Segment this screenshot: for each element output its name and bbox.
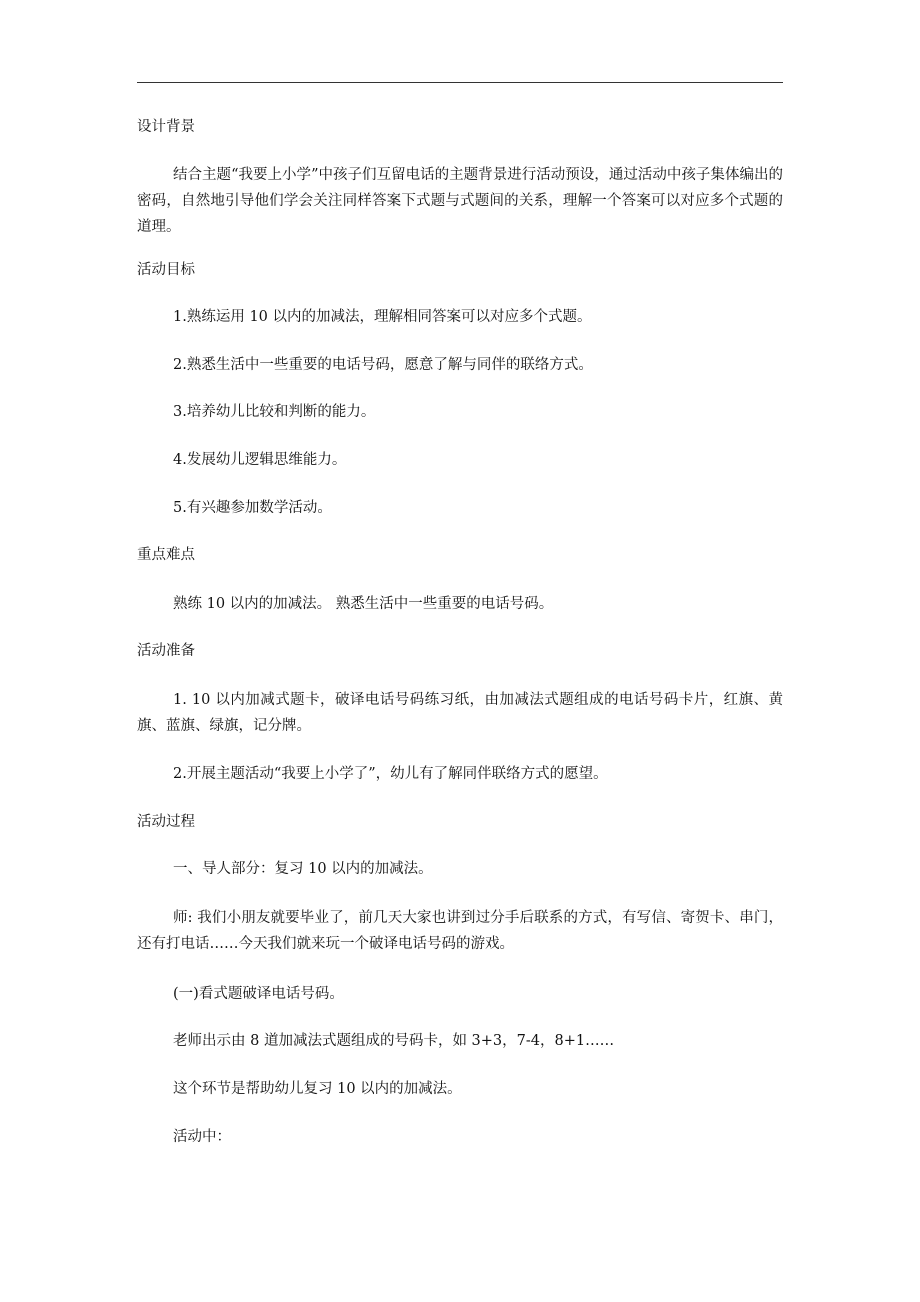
- background-paragraph: 结合主题“我要上小学”中孩子们互留电话的主题背景进行活动预设，通过活动中孩子集体编出的密码，自然地引导他们学会关注同样答案下式题与式题间的关系，理解一个答案可以对应多个式题的道理。: [137, 167, 783, 235]
- goal-item: 3.培养幼儿比较和判断的能力。: [173, 404, 376, 420]
- teacher-speech: 师: 我们小朋友就要毕业了，前几天大家也讲到过分手后联系的方式，有写信、寄贺卡、串门，还有打电话……今天我们就来玩一个破译电话号码的游戏。: [137, 910, 783, 952]
- section-heading-process: 活动过程: [137, 814, 195, 830]
- section-heading-preparation: 活动准备: [137, 643, 195, 659]
- section-heading-goals: 活动目标: [137, 262, 195, 278]
- teacher-show-text: 老师出示由 8 道加减法式题组成的号码卡，如 3+3，7-4，8+1……: [173, 1033, 615, 1049]
- goal-item: 4.发展幼儿逻辑思维能力。: [173, 452, 347, 468]
- key-points-text: 熟练 10 以内的加减法。 熟悉生活中一些重要的电话号码。: [173, 596, 554, 612]
- process-step: 一、导人部分：复习 10 以内的加减法。: [173, 861, 433, 877]
- process-sub-step: (一)看式题破译电话号码。: [173, 986, 344, 1002]
- preparation-item: 1. 10 以内加减式题卡，破译电话号码练习纸，由加减法式题组成的电话号码卡片，红旗、黄旗、蓝旗、绿旗，记分牌。: [137, 692, 783, 734]
- header-rule: [137, 82, 783, 83]
- goal-item: 5.有兴趣参加数学活动。: [173, 500, 332, 516]
- preparation-item: 2.开展主题活动“我要上小学了”，幼儿有了解同伴联络方式的愿望。: [173, 766, 608, 782]
- section-heading-background: 设计背景: [137, 119, 195, 135]
- goal-item: 1.熟练运用 10 以内的加减法，理解相同答案可以对应多个式题。: [173, 309, 592, 325]
- during-activity-label: 活动中：: [173, 1129, 231, 1145]
- goal-item: 2.熟悉生活中一些重要的电话号码，愿意了解与同伴的联络方式。: [173, 357, 593, 373]
- section-heading-key-points: 重点难点: [137, 547, 195, 563]
- review-note: 这个环节是帮助幼儿复习 10 以内的加减法。: [173, 1081, 462, 1097]
